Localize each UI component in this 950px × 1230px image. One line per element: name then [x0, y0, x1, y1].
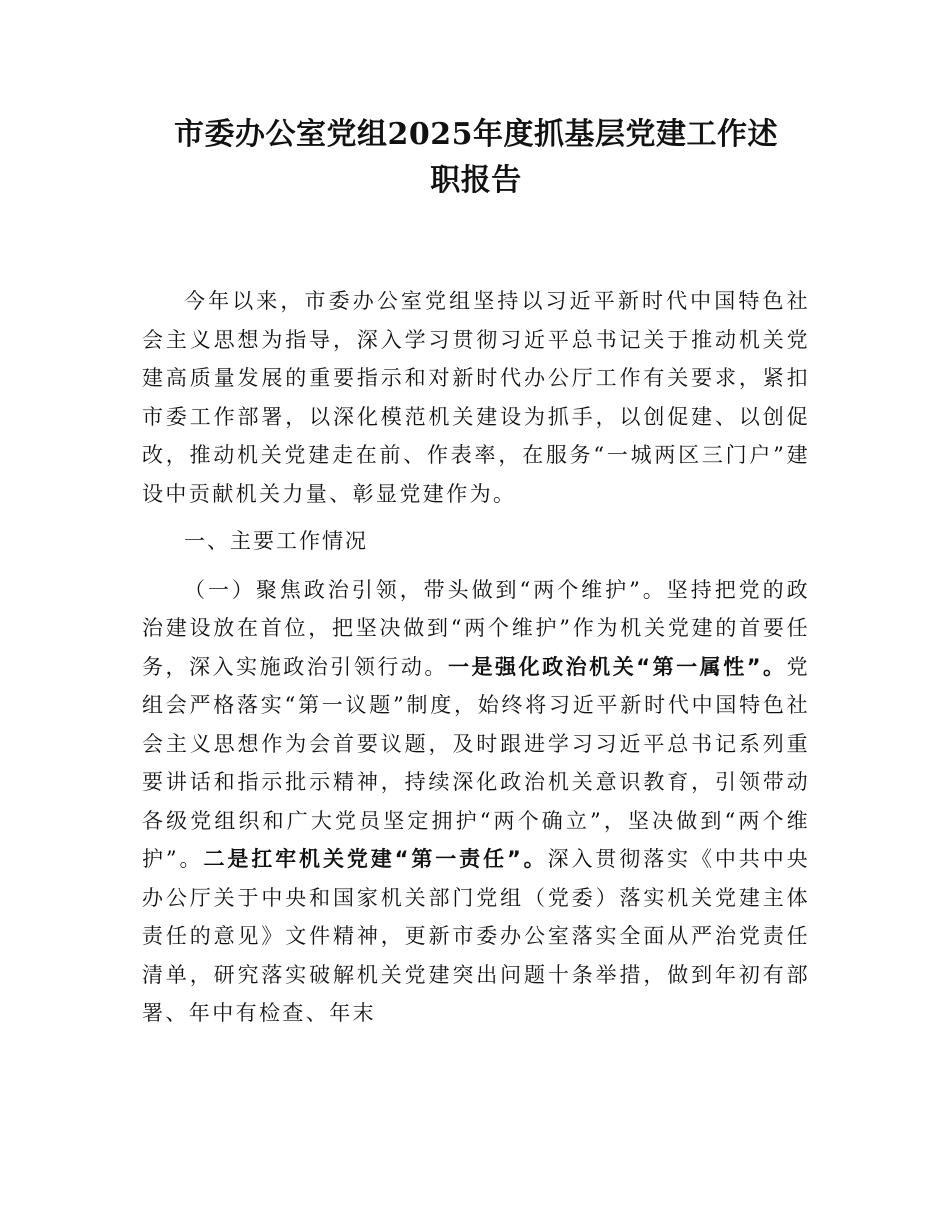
document-body — [142, 282, 810, 1033]
document-title — [142, 112, 810, 204]
title-line-1: 市委办公室党组2025年度抓基层党建工作述 — [174, 117, 778, 152]
document-page — [142, 112, 810, 1033]
point-two-text: 深入贯彻落实《中共中央办公厅关于中央和国家机关部门党组（党委）落实机关党建主体责任的意见》文件精神，更新市委办公室落实全面从严治党责任清单，研究落实破解机关党建突出问题十条举措，做到年初有部署、年中有检查、年末 — [142, 847, 811, 1025]
intro-paragraph: 今年以来，市委办公室党组坚持以习近平新时代中国特色社会主义思想为指导，深入学习贯彻习近平总书记关于推动机关党建高质量发展的重要指示和对新时代办公厅工作有关要求，紧扣市委工作部署，以深化模范机关建设为抓手，以创促建、以创促改，推动机关党建走在前、作表率，在服务“一城两区三门户”建设中贡献机关力量、彰显党建作为。 — [142, 289, 810, 506]
paragraph-lead: （一）聚焦政治引领，带头做到“两个维护”。坚持把党的政治建设放在首位，把坚决做到“两个维护”作为机关党建的首要任务，深入实施政治引领行动。 — [142, 577, 810, 679]
point-two-title: 二是扛牢机关党建“第一责任”。 — [203, 847, 548, 871]
section-heading: 一、主要工作情况 — [184, 529, 368, 553]
point-one-text: 党组会严格落实“第一议题”制度，始终将习近平新时代中国特色社会主义思想作为会首要议题，及时跟进学习习近平总书记系列重要讲话和指示批示精神，持续深化政治机关意识教育，引领带动各级党组织和广大党员坚定拥护“两个确立”，坚决做到“两个维护”。 — [142, 654, 811, 871]
title-line-2: 职报告 — [430, 163, 522, 198]
section-paragraph — [142, 571, 810, 1033]
point-one-title: 一是强化政治机关“第一属性”。 — [447, 654, 787, 679]
